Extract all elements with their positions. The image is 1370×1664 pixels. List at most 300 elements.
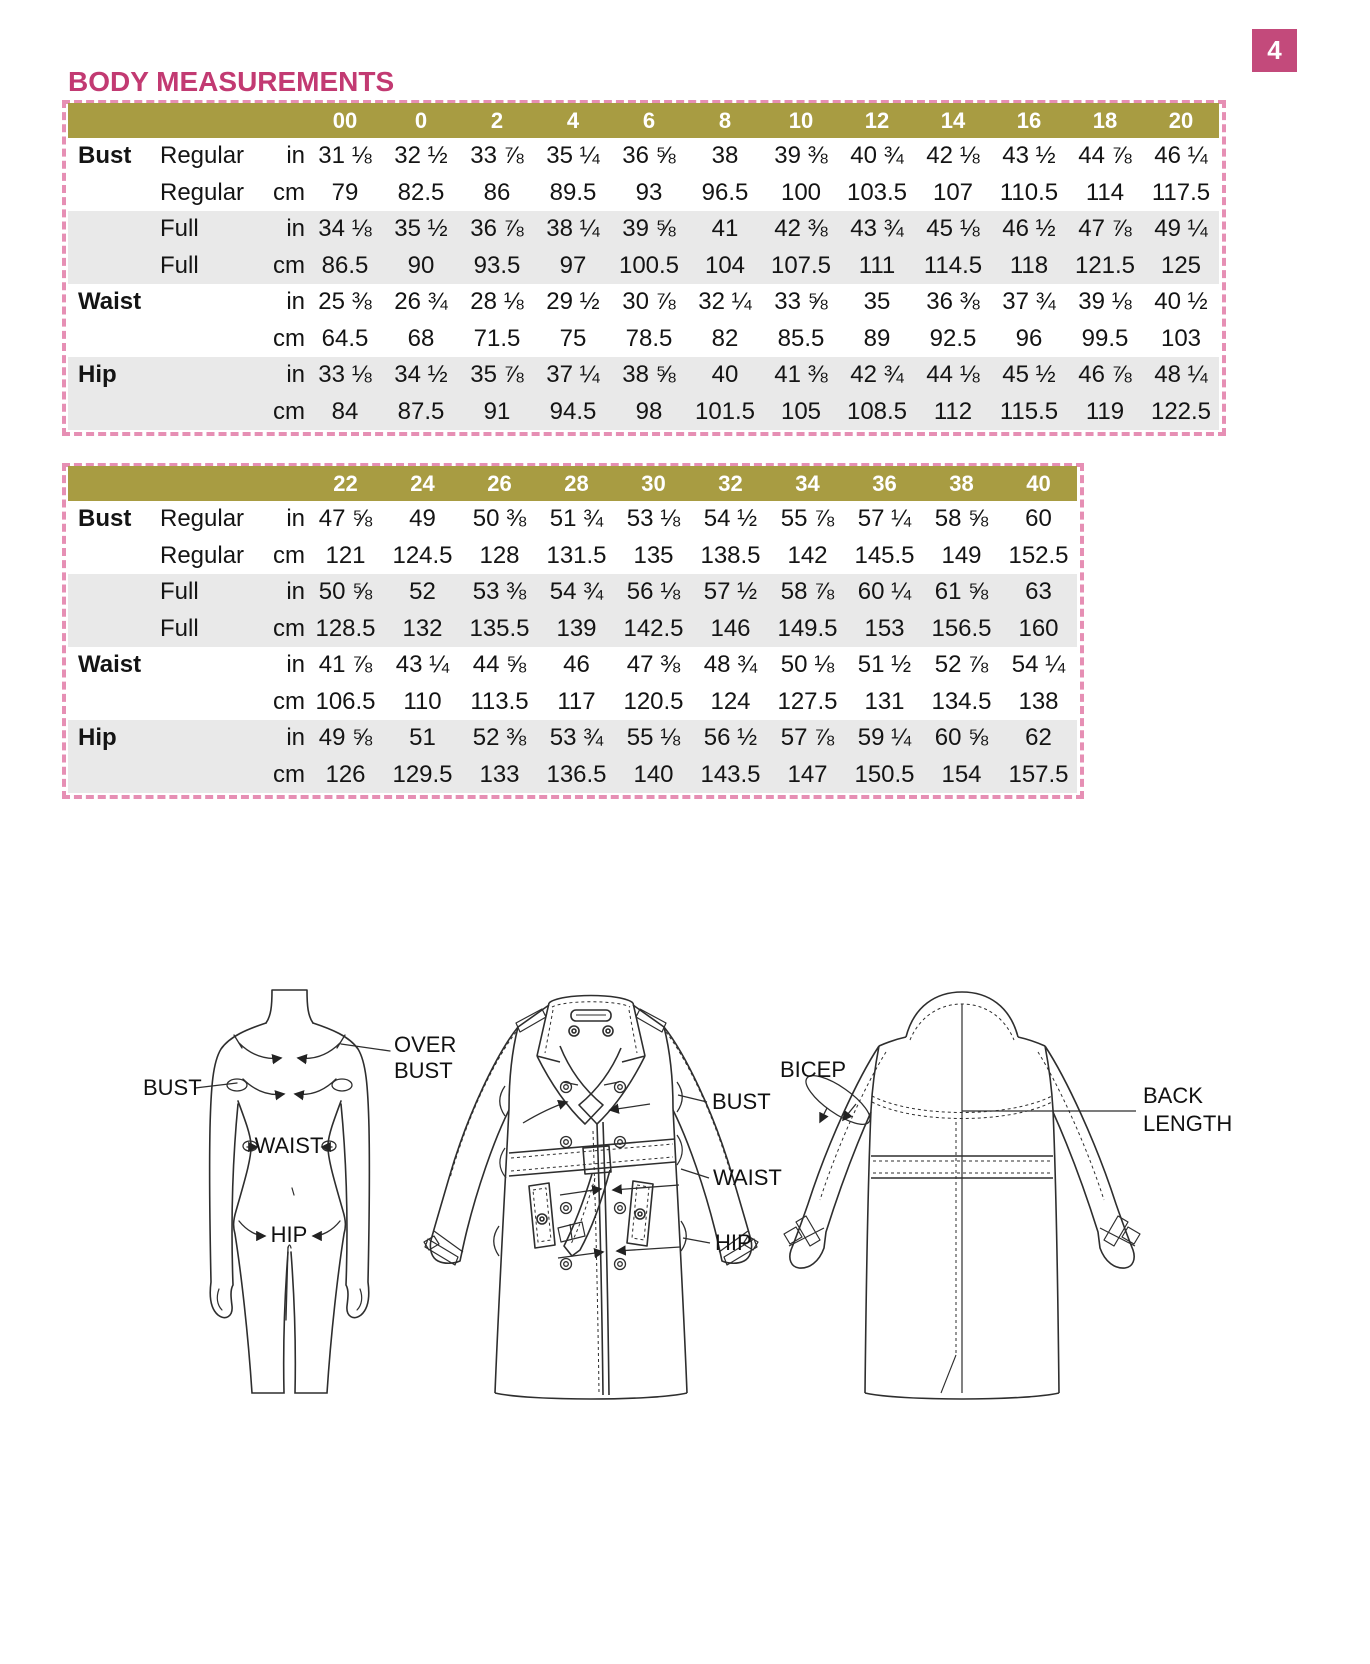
value-cell: 45 ⅛ bbox=[926, 215, 980, 243]
body-left-arm bbox=[210, 1023, 266, 1318]
value-cell: 114 bbox=[1085, 178, 1125, 206]
body-waist-label: WAIST bbox=[254, 1133, 324, 1158]
value-cell: 99.5 bbox=[1081, 324, 1129, 352]
measure-sub-cell: Full bbox=[160, 578, 199, 606]
value-cell: 96.5 bbox=[701, 178, 749, 206]
unit-cell: in bbox=[286, 288, 305, 316]
value-cell: 57 ¼ bbox=[857, 505, 912, 533]
measure-sub-cell: Regular bbox=[160, 142, 245, 170]
size-header-spacer bbox=[68, 466, 160, 501]
value-cell: 128 bbox=[479, 541, 520, 569]
body-left-thumb bbox=[217, 1289, 222, 1310]
value-cell: 160 bbox=[1018, 614, 1059, 642]
value-cell: 41 ⅞ bbox=[318, 651, 373, 679]
size-header-row bbox=[68, 103, 1219, 138]
measure-label-cell: Hip bbox=[78, 361, 117, 389]
measure-label-cell: Waist bbox=[78, 651, 142, 679]
value-cell: 33 ⅞ bbox=[470, 142, 524, 170]
value-cell: 36 ⅞ bbox=[470, 215, 524, 243]
back-vent bbox=[941, 1355, 956, 1393]
value-cell: 84 bbox=[331, 397, 359, 425]
unit-cell: cm bbox=[273, 687, 305, 715]
value-cell: 131 bbox=[864, 687, 905, 715]
value-cell: 122.5 bbox=[1150, 397, 1212, 425]
front-hem bbox=[495, 1393, 687, 1399]
measure-sub-cell bbox=[160, 757, 257, 794]
back-length-label-2: LENGTH bbox=[1143, 1111, 1233, 1136]
collar-button-left-inner bbox=[572, 1029, 576, 1033]
hip-arrow-left bbox=[239, 1221, 265, 1236]
lapel-left bbox=[537, 1046, 603, 1124]
size-header-spacer bbox=[257, 103, 307, 138]
value-cell: 97 bbox=[559, 251, 587, 279]
unit-cell: in bbox=[286, 215, 305, 243]
value-cell: 46 ¼ bbox=[1154, 142, 1208, 170]
value-cell: 35 ⅞ bbox=[470, 361, 524, 389]
back-bicep-label: BICEP bbox=[780, 1057, 847, 1082]
overbust-tick-left bbox=[234, 1035, 242, 1048]
back-length-label-1: BACK bbox=[1143, 1083, 1203, 1108]
front-waist-leader bbox=[681, 1169, 709, 1178]
value-cell: 103 bbox=[1160, 324, 1202, 352]
size-header-cell: 2 bbox=[490, 107, 504, 133]
value-cell: 50 ⅝ bbox=[318, 578, 373, 606]
value-cell: 47 ⅝ bbox=[318, 505, 373, 533]
value-cell: 41 ⅜ bbox=[774, 361, 828, 389]
measure-sub-cell bbox=[160, 394, 257, 431]
front-waist-label: WAIST bbox=[713, 1165, 782, 1190]
value-cell: 39 ⅝ bbox=[622, 215, 676, 243]
value-cell: 86.5 bbox=[321, 251, 369, 279]
size-header-cell: 18 bbox=[1092, 107, 1118, 133]
value-cell: 108.5 bbox=[846, 397, 908, 425]
value-cell: 39 ⅛ bbox=[1078, 288, 1132, 316]
value-cell: 40 bbox=[711, 361, 739, 389]
front-bust-arrow-left bbox=[610, 1104, 650, 1110]
measure-sub-cell: Regular bbox=[160, 178, 245, 206]
size-table-large bbox=[68, 466, 1077, 793]
overbust-leader-line bbox=[341, 1044, 390, 1051]
front-bust-label: BUST bbox=[712, 1089, 771, 1114]
measure-sub-cell: Full bbox=[160, 215, 199, 243]
value-cell: 29 ½ bbox=[546, 288, 600, 316]
value-cell: 49 ⅝ bbox=[318, 724, 373, 752]
body-overbust-label-2: BUST bbox=[394, 1058, 453, 1083]
coat-front-view bbox=[424, 996, 758, 1400]
value-cell: 33 ⅝ bbox=[774, 288, 828, 316]
value-cell: 42 ¾ bbox=[850, 361, 904, 389]
value-cell: 32 ½ bbox=[394, 142, 448, 170]
value-cell: 35 ¼ bbox=[546, 142, 600, 170]
value-cell: 53 ⅛ bbox=[626, 505, 681, 533]
value-cell: 100.5 bbox=[618, 251, 680, 279]
value-cell: 120.5 bbox=[623, 687, 684, 715]
overbust-arrow-right bbox=[298, 1043, 340, 1058]
value-cell: 52 ⅞ bbox=[934, 651, 989, 679]
front-body-left bbox=[495, 1027, 518, 1393]
hip-arrow-right bbox=[313, 1221, 340, 1236]
pocket-right bbox=[627, 1181, 653, 1246]
size-header-row bbox=[68, 466, 1077, 501]
value-cell: 118 bbox=[1009, 251, 1049, 279]
size-table-small bbox=[68, 103, 1219, 430]
measure-row bbox=[68, 501, 1077, 538]
size-header-cell: 22 bbox=[333, 470, 358, 496]
front-hip-leader bbox=[683, 1238, 710, 1243]
value-cell: 107.5 bbox=[770, 251, 832, 279]
value-cell: 121.5 bbox=[1074, 251, 1136, 279]
value-cell: 51 bbox=[409, 724, 436, 752]
measure-sub-cell bbox=[160, 720, 257, 757]
measure-sub-cell bbox=[160, 321, 257, 358]
body-right-arm bbox=[313, 1023, 369, 1318]
value-cell: 49 ¼ bbox=[1154, 215, 1208, 243]
measure-row bbox=[68, 248, 1219, 285]
body-neck bbox=[266, 990, 313, 1023]
measure-row bbox=[68, 211, 1219, 248]
value-cell: 153 bbox=[864, 614, 905, 642]
value-cell: 112 bbox=[933, 397, 973, 425]
value-cell: 78.5 bbox=[625, 324, 673, 352]
value-cell: 134.5 bbox=[931, 687, 992, 715]
value-cell: 127.5 bbox=[777, 687, 838, 715]
epaulette-right bbox=[636, 1009, 666, 1032]
value-cell: 91 bbox=[483, 397, 511, 425]
value-cell: 106.5 bbox=[315, 687, 376, 715]
front-waist-arrow-left bbox=[613, 1185, 679, 1190]
waist-side-arc-right bbox=[322, 1141, 336, 1151]
value-cell: 117 bbox=[557, 687, 596, 715]
value-cell: 38 ¼ bbox=[546, 215, 600, 243]
value-cell: 98 bbox=[635, 397, 663, 425]
value-cell: 132 bbox=[402, 614, 443, 642]
value-cell: 46 ½ bbox=[1002, 215, 1056, 243]
measure-label-cell bbox=[68, 175, 160, 212]
belt-tail bbox=[564, 1170, 610, 1256]
size-header-cell: 40 bbox=[1026, 470, 1051, 496]
measure-sub-cell bbox=[160, 357, 257, 394]
value-cell: 129.5 bbox=[392, 760, 453, 788]
overbust-tick-right bbox=[337, 1035, 345, 1048]
unit-cell: cm bbox=[273, 251, 305, 279]
size-header-cell: 6 bbox=[642, 107, 656, 133]
value-cell: 145.5 bbox=[854, 541, 915, 569]
measure-label-cell bbox=[68, 248, 160, 285]
front-bust-side-arc-right bbox=[677, 1082, 682, 1112]
size-header-cell: 30 bbox=[641, 470, 666, 496]
value-cell: 34 ½ bbox=[394, 361, 448, 389]
measure-row bbox=[68, 284, 1219, 321]
unit-cell: in bbox=[286, 651, 305, 679]
size-header-cell: 24 bbox=[410, 470, 435, 496]
value-cell: 53 ⅜ bbox=[472, 578, 527, 606]
pocket-left-button bbox=[537, 1214, 547, 1224]
value-cell: 89 bbox=[863, 324, 891, 352]
belt-band bbox=[509, 1139, 675, 1176]
value-cell: 103.5 bbox=[846, 178, 908, 206]
unit-cell: cm bbox=[273, 397, 305, 425]
value-cell: 75 bbox=[559, 324, 587, 352]
front-bust-arrow-up bbox=[523, 1102, 567, 1123]
measurement-diagram bbox=[0, 890, 1370, 1420]
front-bust-side-arc-left bbox=[500, 1086, 505, 1116]
unit-cell: in bbox=[286, 505, 305, 533]
value-cell: 89.5 bbox=[549, 178, 597, 206]
size-header-cell: 34 bbox=[795, 470, 820, 496]
page-number-badge: 4 bbox=[1252, 29, 1297, 72]
value-cell: 152.5 bbox=[1008, 541, 1069, 569]
value-cell: 93 bbox=[635, 178, 663, 206]
front-hip-arrow-left bbox=[617, 1247, 680, 1251]
measure-sub-cell: Regular bbox=[160, 505, 245, 533]
unit-cell: in bbox=[286, 142, 305, 170]
measure-label-cell: Bust bbox=[78, 505, 132, 533]
value-cell: 38 bbox=[711, 142, 739, 170]
value-cell: 40 ½ bbox=[1154, 288, 1208, 316]
value-cell: 52 bbox=[409, 578, 436, 606]
value-cell: 94.5 bbox=[549, 397, 597, 425]
value-cell: 51 ½ bbox=[857, 651, 912, 679]
value-cell: 140 bbox=[633, 760, 674, 788]
value-cell: 157.5 bbox=[1008, 760, 1069, 788]
value-cell: 135 bbox=[633, 541, 674, 569]
value-cell: 104 bbox=[704, 251, 746, 279]
measure-label-cell: Waist bbox=[78, 288, 142, 316]
value-cell: 54 ¼ bbox=[1011, 651, 1066, 679]
value-cell: 119 bbox=[1085, 397, 1125, 425]
value-cell: 56 ⅛ bbox=[626, 578, 681, 606]
bust-arrow-right bbox=[295, 1079, 336, 1094]
value-cell: 126 bbox=[325, 760, 366, 788]
body-overbust-label-1: OVER bbox=[394, 1032, 457, 1057]
belt-loop-right bbox=[677, 1135, 682, 1165]
measure-row bbox=[68, 757, 1077, 794]
unit-cell: in bbox=[286, 724, 305, 752]
value-cell: 110.5 bbox=[999, 178, 1059, 206]
measure-sub-cell: Full bbox=[160, 251, 199, 279]
measure-label-cell bbox=[68, 684, 160, 721]
size-header-cell: 4 bbox=[566, 107, 580, 133]
measure-row bbox=[68, 538, 1077, 575]
front-measure-marks bbox=[494, 1082, 710, 1258]
value-cell: 93.5 bbox=[473, 251, 521, 279]
value-cell: 39 ⅜ bbox=[774, 142, 828, 170]
back-hem bbox=[865, 1393, 1059, 1399]
pocket-right-button bbox=[635, 1209, 645, 1219]
measure-label-cell bbox=[68, 211, 160, 248]
value-cell: 43 ¾ bbox=[850, 215, 904, 243]
body-hip-label: HIP bbox=[270, 1222, 308, 1247]
size-header-cell: 12 bbox=[864, 107, 890, 133]
value-cell: 53 ¾ bbox=[549, 724, 604, 752]
body-right-thumb bbox=[357, 1289, 362, 1310]
value-cell: 147 bbox=[787, 760, 828, 788]
unit-cell: in bbox=[286, 361, 305, 389]
value-cell: 57 ⅞ bbox=[780, 724, 835, 752]
value-cell: 149 bbox=[941, 541, 982, 569]
value-cell: 138 bbox=[1018, 687, 1059, 715]
value-cell: 86 bbox=[483, 178, 511, 206]
front-body-right bbox=[664, 1027, 687, 1393]
value-cell: 128.5 bbox=[315, 614, 376, 642]
back-body-right bbox=[1045, 1046, 1059, 1393]
measure-row bbox=[68, 611, 1077, 648]
measure-sub-cell bbox=[160, 647, 257, 684]
value-cell: 149.5 bbox=[777, 614, 838, 642]
value-cell: 92.5 bbox=[929, 324, 977, 352]
value-cell: 36 ⅜ bbox=[926, 288, 980, 316]
size-header-spacer bbox=[160, 103, 257, 138]
value-cell: 133 bbox=[479, 760, 520, 788]
back-cuff-left bbox=[784, 1216, 824, 1246]
measure-row bbox=[68, 138, 1219, 175]
value-cell: 107 bbox=[932, 178, 974, 206]
value-cell: 90 bbox=[407, 251, 435, 279]
measure-label-cell: Hip bbox=[78, 724, 117, 752]
size-header-spacer bbox=[160, 466, 257, 501]
size-header-spacer bbox=[68, 103, 160, 138]
measure-sub-cell: Full bbox=[160, 614, 199, 642]
value-cell: 111 bbox=[858, 251, 896, 279]
measure-row bbox=[68, 394, 1219, 431]
size-header-cell: 14 bbox=[940, 107, 966, 133]
value-cell: 124 bbox=[710, 687, 751, 715]
value-cell: 47 ⅜ bbox=[626, 651, 681, 679]
value-cell: 26 ¾ bbox=[394, 288, 448, 316]
value-cell: 46 ⅞ bbox=[1078, 361, 1132, 389]
size-header-cell: 10 bbox=[788, 107, 814, 133]
value-cell: 114.5 bbox=[923, 251, 983, 279]
value-cell: 35 bbox=[863, 288, 891, 316]
measure-label-cell bbox=[68, 321, 160, 358]
measure-row bbox=[68, 175, 1219, 212]
front-hip-side-arc-right bbox=[681, 1221, 686, 1251]
value-cell: 59 ¼ bbox=[857, 724, 912, 752]
value-cell: 79 bbox=[331, 178, 359, 206]
value-cell: 64.5 bbox=[321, 324, 369, 352]
value-cell: 58 ⅞ bbox=[780, 578, 835, 606]
value-cell: 131.5 bbox=[546, 541, 607, 569]
value-cell: 117.5 bbox=[1151, 178, 1211, 206]
measure-row bbox=[68, 720, 1077, 757]
value-cell: 57 ½ bbox=[703, 578, 758, 606]
value-cell: 138.5 bbox=[700, 541, 761, 569]
front-collar bbox=[537, 996, 645, 1063]
pocket-left-stitch bbox=[533, 1188, 551, 1242]
measure-label-cell bbox=[68, 611, 160, 648]
size-header-cell: 28 bbox=[564, 470, 589, 496]
value-cell: 58 ⅝ bbox=[934, 505, 989, 533]
value-cell: 35 ½ bbox=[394, 215, 448, 243]
collar-button-left bbox=[569, 1026, 579, 1036]
value-cell: 45 ½ bbox=[1002, 361, 1056, 389]
value-cell: 113.5 bbox=[470, 687, 529, 715]
measurements-table bbox=[68, 466, 1077, 793]
unit-cell: cm bbox=[273, 324, 305, 352]
measure-sub-cell bbox=[160, 284, 257, 321]
value-cell: 100 bbox=[780, 178, 822, 206]
overbust-arrow-left bbox=[239, 1043, 281, 1058]
value-cell: 87.5 bbox=[397, 397, 445, 425]
value-cell: 51 ¾ bbox=[549, 505, 604, 533]
belt-tail-buckle bbox=[558, 1222, 585, 1242]
collar-button-right-inner bbox=[606, 1029, 610, 1033]
bust-arrow-left bbox=[243, 1079, 284, 1094]
collar-button-right bbox=[603, 1026, 613, 1036]
value-cell: 50 ⅛ bbox=[780, 651, 835, 679]
value-cell: 25 ⅜ bbox=[318, 288, 372, 316]
value-cell: 150.5 bbox=[854, 760, 915, 788]
value-cell: 121 bbox=[325, 541, 366, 569]
front-sleeve-right bbox=[664, 1027, 752, 1263]
measurements-table bbox=[68, 103, 1219, 430]
size-header-cell: 26 bbox=[487, 470, 512, 496]
measure-row bbox=[68, 684, 1077, 721]
value-cell: 28 ⅛ bbox=[470, 288, 524, 316]
value-cell: 43 ¼ bbox=[395, 651, 450, 679]
back-body-left bbox=[865, 1046, 879, 1393]
value-cell: 48 ¾ bbox=[703, 651, 758, 679]
value-cell: 42 ⅛ bbox=[926, 142, 980, 170]
measure-label-cell bbox=[68, 574, 160, 611]
value-cell: 105 bbox=[780, 397, 822, 425]
value-cell: 32 ¼ bbox=[698, 288, 752, 316]
value-cell: 44 ⅛ bbox=[926, 361, 980, 389]
value-cell: 30 ⅞ bbox=[622, 288, 676, 316]
value-cell: 46 bbox=[563, 651, 590, 679]
measure-row bbox=[68, 647, 1077, 684]
value-cell: 48 ¼ bbox=[1154, 361, 1208, 389]
size-header-cell: 32 bbox=[718, 470, 743, 496]
value-cell: 82 bbox=[711, 324, 739, 352]
size-header-cell: 38 bbox=[949, 470, 974, 496]
value-cell: 43 ½ bbox=[1002, 142, 1056, 170]
size-header-cell: 0 bbox=[414, 107, 428, 133]
value-cell: 71.5 bbox=[473, 324, 521, 352]
value-cell: 61 ⅝ bbox=[934, 578, 989, 606]
unit-cell: cm bbox=[273, 760, 305, 788]
value-cell: 142 bbox=[787, 541, 828, 569]
value-cell: 110 bbox=[403, 687, 442, 715]
value-cell: 125 bbox=[1160, 251, 1202, 279]
value-cell: 115.5 bbox=[999, 397, 1059, 425]
bicep-arrow-1 bbox=[820, 1108, 827, 1122]
size-header-cell: 00 bbox=[332, 107, 358, 133]
value-cell: 135.5 bbox=[469, 614, 530, 642]
value-cell: 156.5 bbox=[931, 614, 992, 642]
value-cell: 82.5 bbox=[397, 178, 445, 206]
value-cell: 101.5 bbox=[694, 397, 756, 425]
unit-cell: cm bbox=[273, 541, 305, 569]
back-cuff-right bbox=[1100, 1216, 1140, 1246]
value-cell: 60 ¼ bbox=[857, 578, 912, 606]
size-header-spacer bbox=[257, 466, 307, 501]
value-cell: 42 ⅜ bbox=[774, 215, 828, 243]
value-cell: 56 ½ bbox=[703, 724, 758, 752]
measure-row bbox=[68, 574, 1077, 611]
measure-sub-cell: Regular bbox=[160, 541, 245, 569]
front-hip-side-arc-left bbox=[494, 1226, 499, 1256]
value-cell: 47 ⅞ bbox=[1078, 215, 1132, 243]
value-cell: 37 ¾ bbox=[1002, 288, 1056, 316]
size-header-cell: 20 bbox=[1168, 107, 1194, 133]
value-cell: 63 bbox=[1025, 578, 1052, 606]
belt-tail-stitch bbox=[571, 1178, 595, 1244]
front-hip-label: HIP bbox=[715, 1230, 752, 1255]
size-header-cell: 8 bbox=[718, 107, 732, 133]
value-cell: 142.5 bbox=[623, 614, 684, 642]
value-cell: 52 ⅜ bbox=[472, 724, 527, 752]
